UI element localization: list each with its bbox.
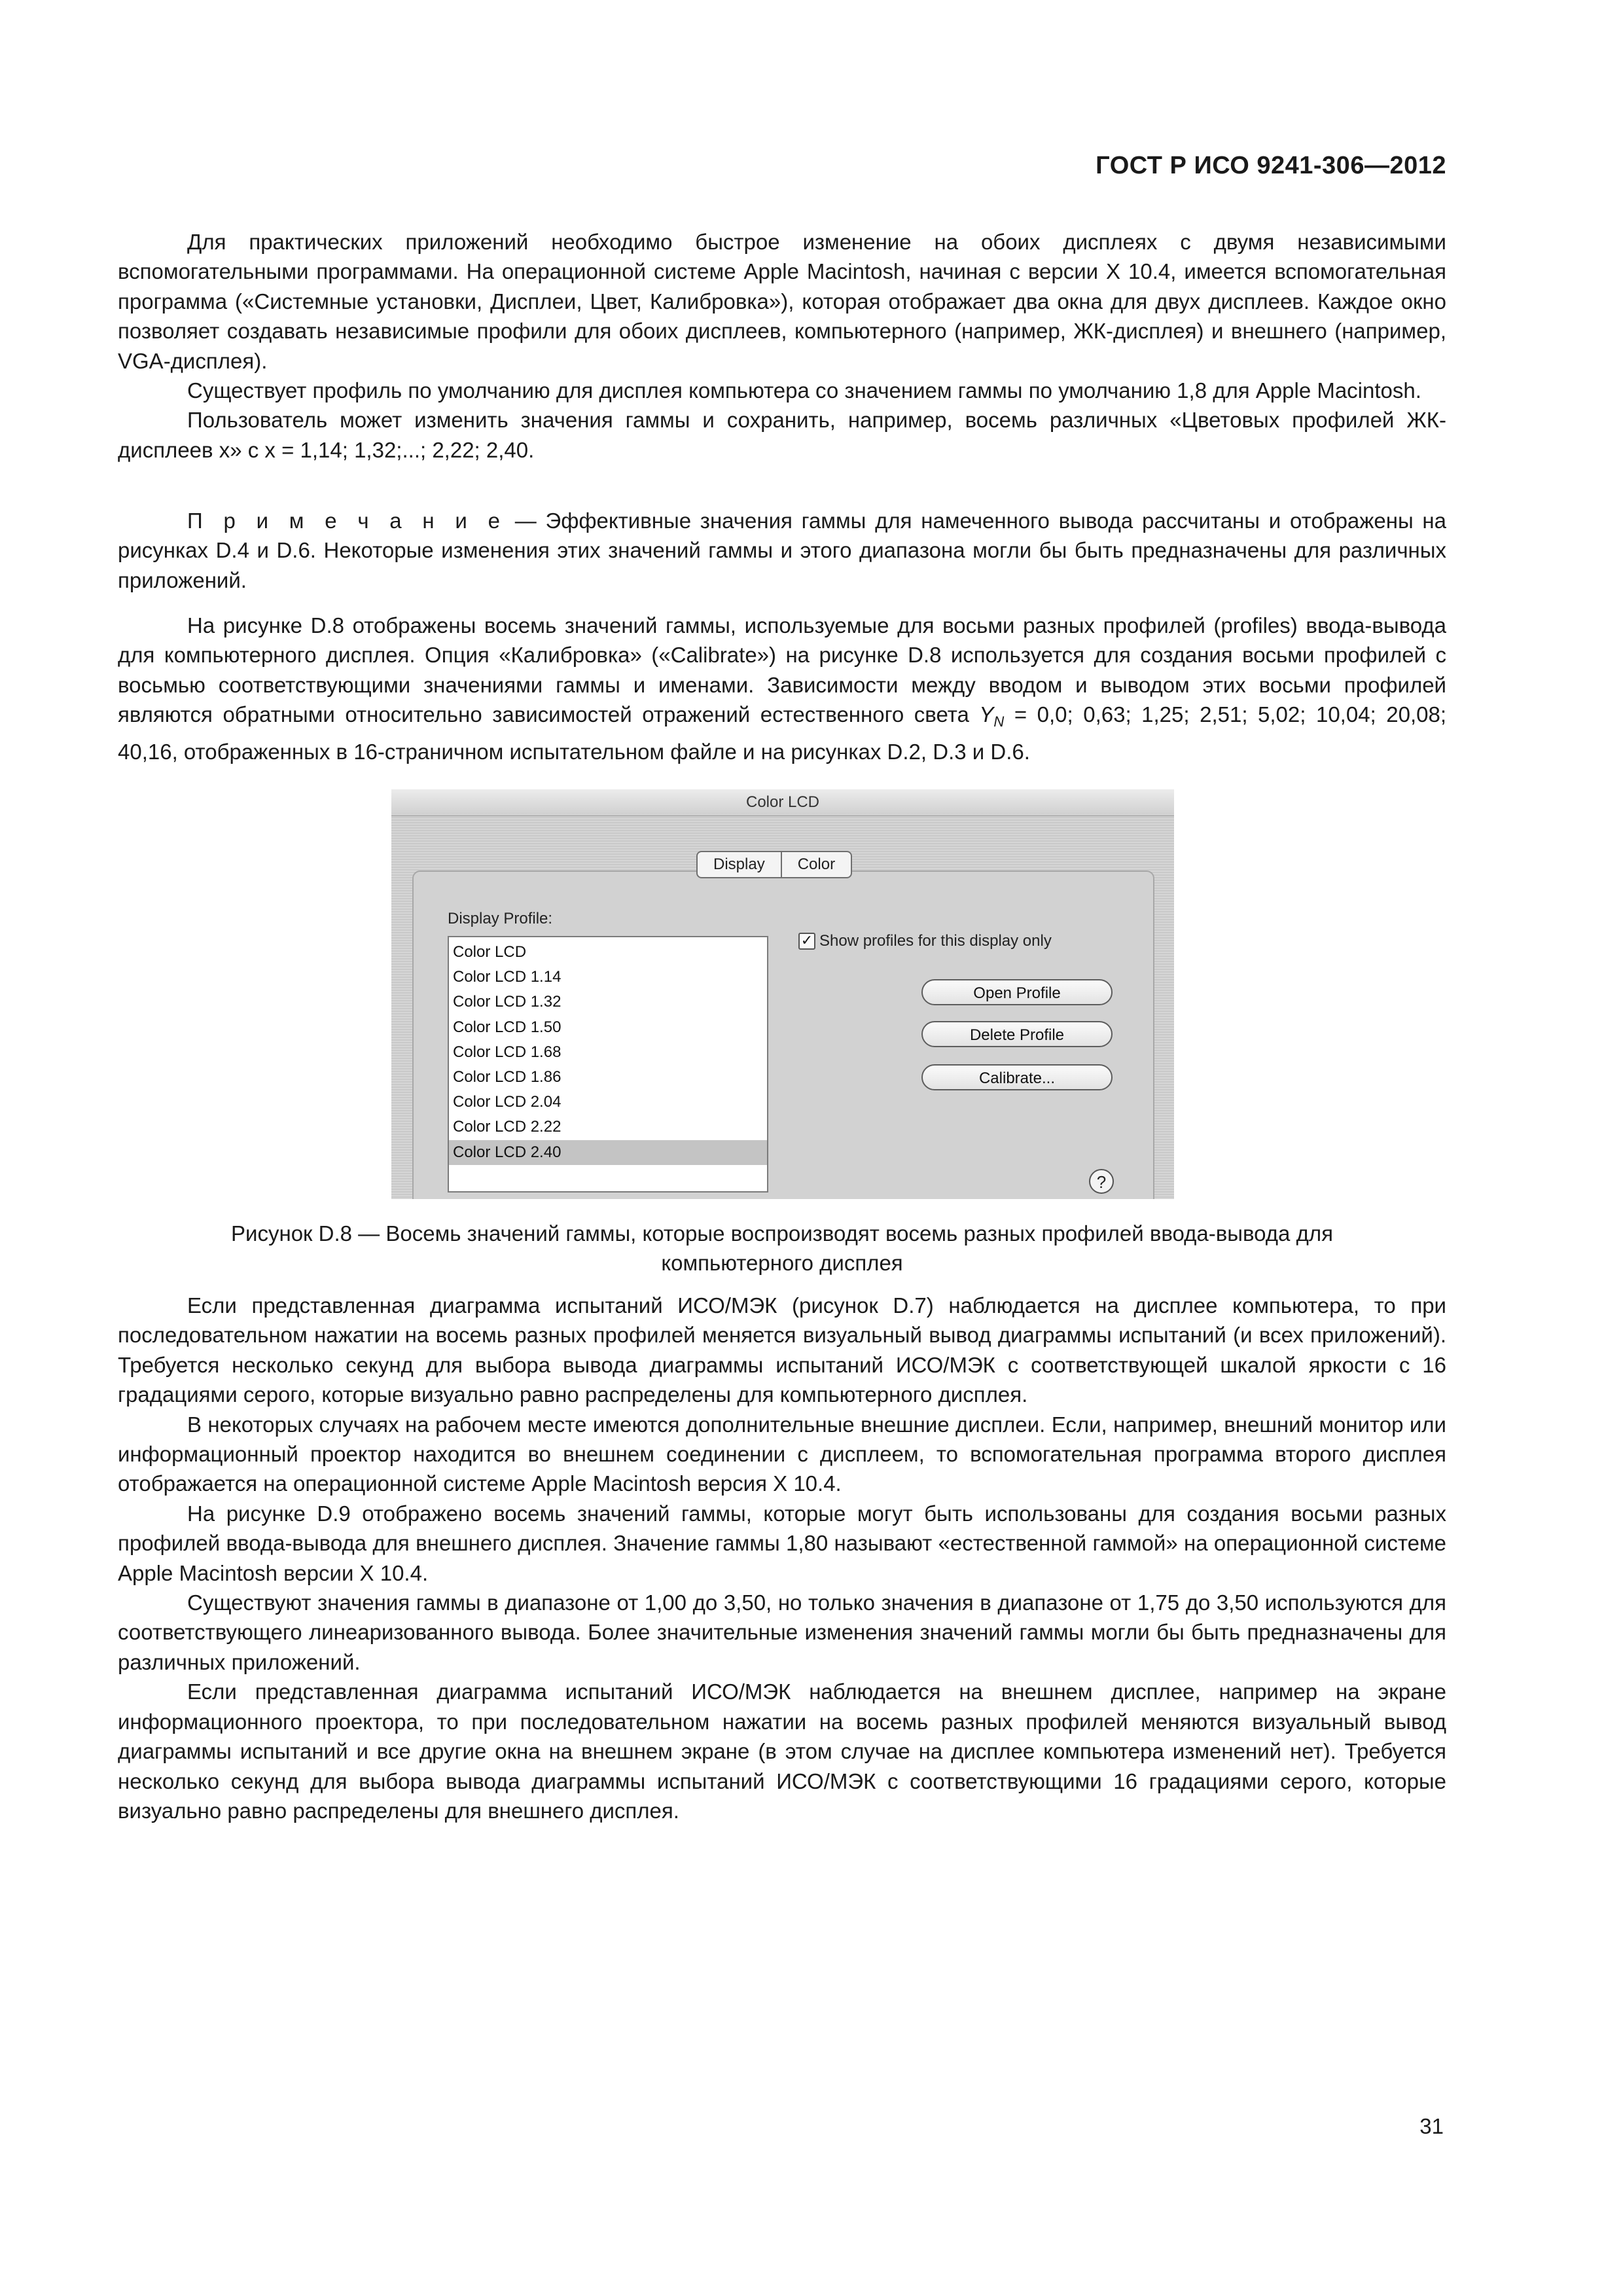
show-profiles-checkbox[interactable]: ✓	[798, 933, 815, 950]
figure-caption	[118, 1219, 1446, 1278]
help-icon[interactable]: ?	[1089, 1169, 1114, 1194]
paragraph: На рисунке D.9 отображено восемь значений гаммы, которые могут быть использованы для создания восьми разных профилей ввода-вывода для внешнего дисплея. Значение гаммы 1,80 называют «естественной гаммой» на операционной системе Apple Macintosh версии X 10.4.	[118, 1501, 1446, 1585]
closing-paragraphs	[118, 1291, 1446, 1825]
calibrate-button[interactable]: Calibrate...	[921, 1064, 1113, 1090]
note-paragraph	[118, 506, 1446, 595]
tab-display[interactable]: Display	[713, 855, 765, 873]
tab-color[interactable]: Color	[781, 852, 851, 877]
profile-item-selected[interactable]: Color LCD 2.40	[449, 1140, 767, 1165]
delete-profile-button[interactable]: Delete Profile	[921, 1021, 1113, 1047]
paragraph: Если представленная диаграмма испытаний ИСО/МЭК (рисунок D.7) наблюдается на дисплее компьютера, то при последовательном нажатии на восемь разных профилей меняется визуальный вывод диаграммы испытаний (и всех приложений). Требуется несколько секунд для выбора вывода диаграммы испытаний ИСО/МЭК с соответствующей шкалой яркости с 16 градациями серого, которые визуально равно распределены для компьютерного дисплея.	[118, 1293, 1446, 1407]
show-profiles-option[interactable]	[798, 932, 1052, 950]
paragraph: В некоторых случаях на рабочем месте имеются дополнительные внешние дисплеи. Если, например, внешний монитор или информационный проектор находится во внешнем соединении с дисплеем, то вспомогательная программа второго дисплея отображается на операционной системе Apple Macintosh версия X 10.4.	[118, 1412, 1446, 1496]
display-profile-label: Display Profile:	[448, 910, 553, 927]
profile-list[interactable]	[448, 936, 768, 1193]
paragraph: Если представленная диаграмма испытаний ИСО/МЭК наблюдается на внешнем дисплее, например на экране информационного проектора, то при последовательном нажатии на восемь разных профилей меняются визуальный вывод диаграммы испытаний и все другие окна на внешнем экране (в этом случае на дисплее компьютера изменений нет). Требуется несколько секунд для выбора вывода диаграммы испытаний ИСО/МЭК с соответствующими 16 градациями серого, которые визуально равно распределены для внешнего дисплея.	[118, 1679, 1446, 1823]
document-header: ГОСТ Р ИСО 9241-306—2012	[1096, 152, 1446, 179]
paragraph: Для практических приложений необходимо быстрое изменение на обоих дисплеях с двумя независимыми вспомогательными программами. На операционной системе Apple Macintosh, начиная с версии X 10.4, имеется вспомогательная программа («Системные установки, Дисплеи, Цвет, Калибровка»), которая отображает два окна для двух дисплеев. Каждое окно позволяет создавать независимые профили для обоих дисплеев, компьютерного (например, ЖК-дисплея) и внешнего (например, VGA-дисплея).	[118, 230, 1446, 373]
note-label: П р и м е ч а н и е	[187, 509, 506, 533]
paragraph: Пользователь может изменить значения гаммы и сохранить, например, восемь различных «Цветовых профилей ЖК-дисплеев x» с x = 1,14; 1,32;...; 2,22; 2,40.	[118, 408, 1446, 462]
note-text: — Эффективные значения гаммы для намеченного вывода рассчитаны и отображены на рисунках D.4 и D.6. Некоторые изменения этих значений гаммы и этого диапазона могли бы быть предназначены для различных приложений.	[118, 509, 1446, 592]
intro-paragraphs	[118, 227, 1446, 465]
dialog-title: Color LCD	[391, 789, 1174, 816]
tab-bar	[696, 851, 852, 878]
profile-item[interactable]: Color LCD 1.14	[453, 968, 562, 986]
variable-subscript: N	[993, 713, 1005, 730]
profile-item[interactable]: Color LCD 1.68	[453, 1043, 562, 1061]
show-profiles-label: Show profiles for this display only	[819, 932, 1052, 950]
open-profile-button[interactable]: Open Profile	[921, 979, 1113, 1005]
paragraph-text: На рисунке D.8 отображены восемь значений гаммы, используемые для восьми разных профилей (profiles) ввода-вывода для компьютерного дисплея. Опция «Калибровка» («Calibrate») на рисунке D.8 используется для создания восьми профилей с восьмью соответствующими значениями гаммы и именами. Зависимости между вводом и выводом этих восьми профилей являются обратными относительно зависимостей отражений естественного света	[118, 613, 1446, 727]
profile-item[interactable]: Color LCD 2.04	[453, 1093, 562, 1111]
profile-item[interactable]: Color LCD 2.22	[453, 1118, 562, 1136]
caption-line: компьютерного дисплея	[661, 1251, 903, 1275]
variable-y: Y	[979, 702, 994, 727]
paragraph: Существуют значения гаммы в диапазоне от 1,00 до 3,50, но только значения в диапазоне от 1,75 до 3,50 используются для соответствующего линеаризованного вывода. Более значительные изменения значений гаммы могли бы быть предназначены для различных приложений.	[118, 1590, 1446, 1674]
page-number: 31	[1419, 2114, 1444, 2138]
caption-line: Рисунок D.8 — Восемь значений гаммы, которые воспроизводят восемь разных профилей ввода-вывода для	[231, 1221, 1333, 1246]
profile-item[interactable]: Color LCD 1.50	[453, 1018, 562, 1036]
profile-item[interactable]: Color LCD 1.86	[453, 1068, 562, 1086]
paragraph: Существует профиль по умолчанию для дисплея компьютера со значением гаммы по умолчанию 1,8 для Apple Macintosh.	[187, 378, 1421, 403]
paragraph-text: = 0,0; 0,63; 1,25; 2,51; 5,02; 10,04; 20,08; 40,16, отображенных в 16-страничном испытательном файле и на рисунках D.2, D.3 и D.6.	[118, 702, 1447, 764]
profile-item[interactable]: Color LCD	[453, 943, 527, 961]
color-lcd-dialog	[391, 789, 1174, 1199]
profile-item[interactable]: Color LCD 1.32	[453, 993, 562, 1011]
figure-intro-paragraph	[118, 611, 1446, 766]
